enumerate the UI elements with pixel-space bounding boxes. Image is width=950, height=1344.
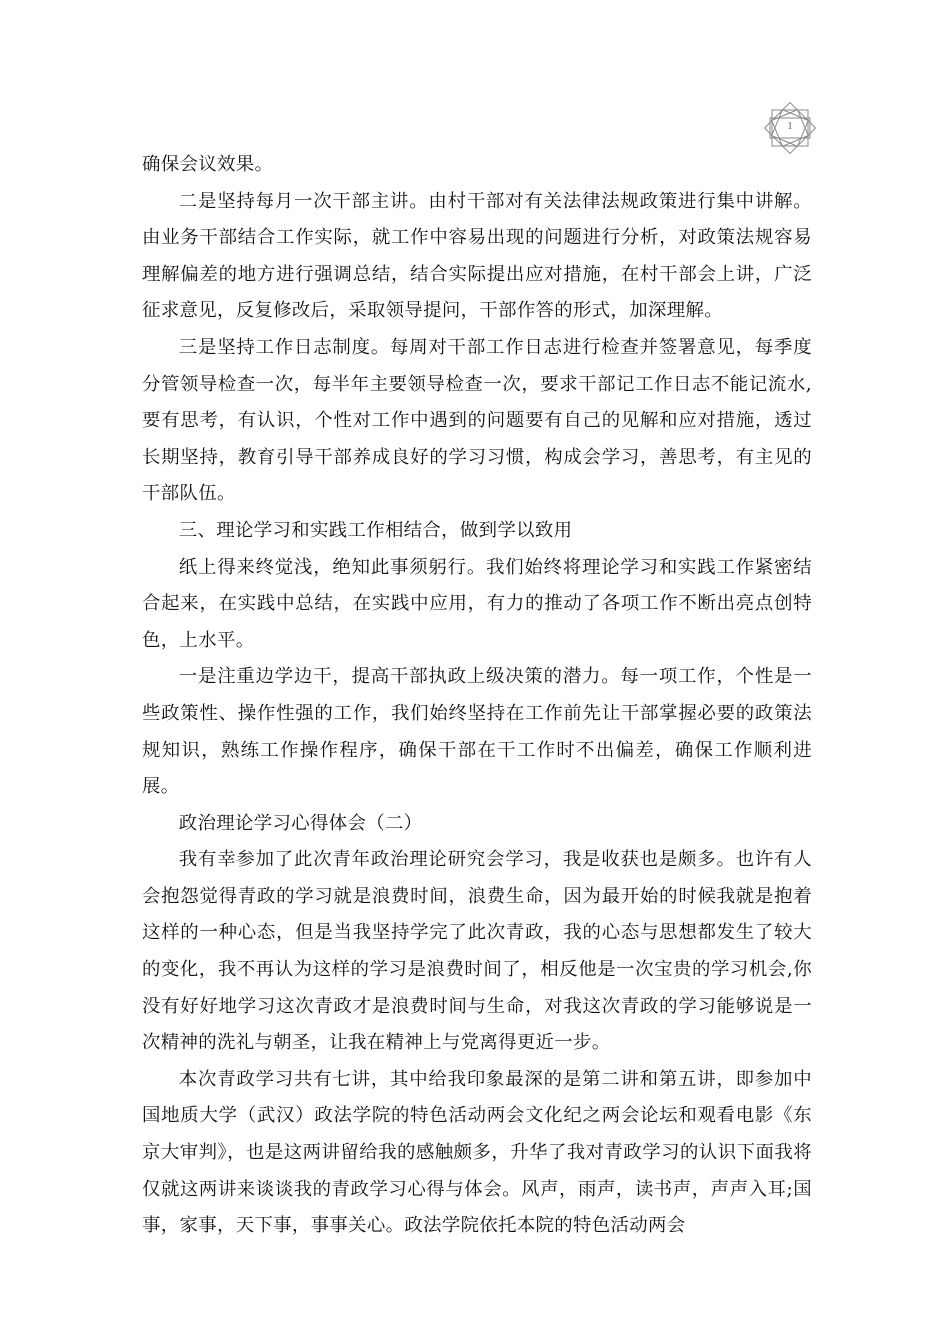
paragraph: 纸上得来终觉浅，绝知此事须躬行。我们始终将理论学习和实践工作紧密结合起来，在实践中总结，在实践中应用，有力的推动了各项工作不断出亮点创特色，上水平。 xyxy=(142,556,812,651)
document-title: 政治理论学习心得体会（二） xyxy=(178,812,423,834)
paragraph: 确保会议效果。 xyxy=(142,154,274,175)
section-heading: 三、理论学习和实践工作相结合，做到学以致用 xyxy=(178,519,573,541)
paragraph: 本次青政学习共有七讲，其中给我印象最深的是第二讲和第五讲，即参加中国地质大学（武汉）政法学院的特色活动两会文化纪之两会论坛和观看电影《东京大审判》，也是这两讲留给我的感触颇多，升华了我对青政学习的认识下面我将仅就这两讲来谈谈我的青政学习心得与体会。风声，雨声，读书声，声声入耳;国事，家事，天下事，事事关心。政法学院依托本院的特色活动两会 xyxy=(142,1068,812,1237)
paragraph: 我有幸参加了此次青年政治理论研究会学习，我是收获也是颇多。也许有人会抱怨觉得青政的学习就是浪费时间，浪费生命，因为最开始的时候我就是抱着这样的一种心态，但是当我坚持学完了此次青政，我的心态与思想都发生了较大的变化，我不再认为这样的学习是浪费时间了，相反他是一次宝贵的学习机会,你没有好好地学习这次青政才是浪费时间与生命，对我这次青政的学习能够说是一次精神的洗礼与朝圣，让我在精神上与党离得更近一步。 xyxy=(142,849,812,1054)
page-number: 1 xyxy=(787,120,793,132)
paragraph: 一是注重边学边干，提高干部执政上级决策的潜力。每一项工作，个性是一些政策性、操作性强的工作，我们始终坚持在工作前先让干部掌握必要的政策法规知识，熟练工作操作程序，确保干部在干工作时不出偏差，确保工作顺利进展。 xyxy=(142,666,812,798)
paragraph: 二是坚持每月一次干部主讲。由村干部对有关法律法规政策进行集中讲解。由业务干部结合工作实际，就工作中容易出现的问题进行分析，对政策法规容易理解偏差的地方进行强调总结，结合实际提出应对措施，在村干部会上讲，广泛征求意见，反复修改后，采取领导提问，干部作答的形式，加深理解。 xyxy=(142,190,812,322)
document-body xyxy=(142,147,812,1245)
paragraph: 三是坚持工作日志制度。每周对干部工作日志进行检查并签署意见，每季度分管领导检查一次，每半年主要领导检查一次，要求干部记工作日志不能记流水,要有思考，有认识，个性对工作中遇到的问题要有自己的见解和应对措施，透过长期坚持，教育引导干部养成良好的学习习惯，构成会学习，善思考，有主见的干部队伍。 xyxy=(142,336,812,505)
